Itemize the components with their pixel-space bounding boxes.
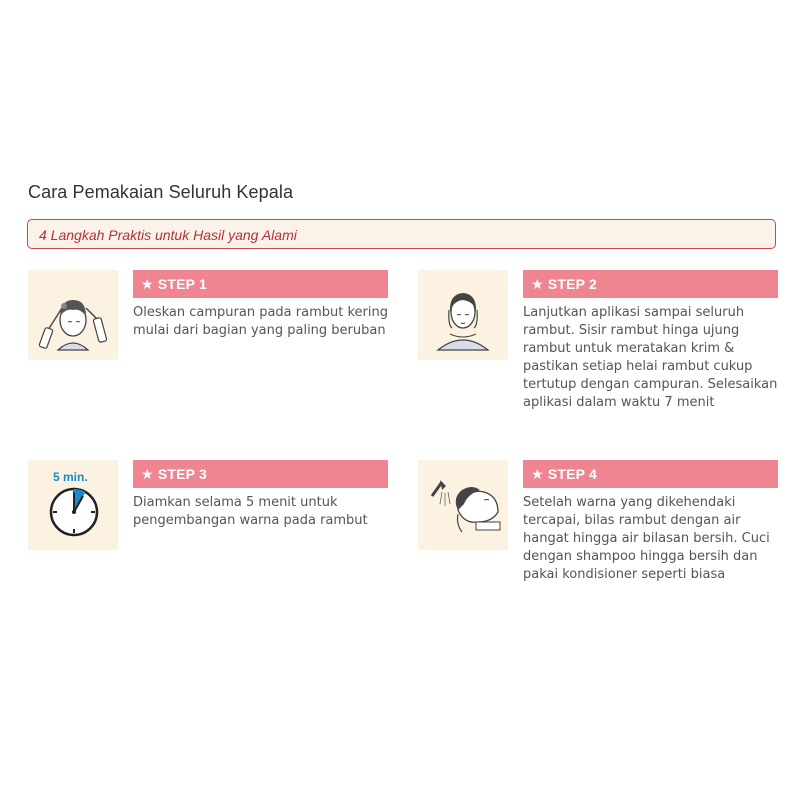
step-label: ★ STEP 3: [141, 466, 208, 482]
step-description: Diamkan selama 5 menit untuk pengembangan warna pada rambut: [133, 495, 368, 528]
step-badge: [133, 460, 388, 488]
hair-rinse-icon: [418, 460, 508, 550]
step-badge: [523, 270, 778, 298]
step-badge: [523, 460, 778, 488]
timer-icon: [28, 460, 118, 550]
step-label: ★ STEP 1: [141, 276, 208, 292]
hair-apply-icon: [28, 270, 118, 360]
step-description: Setelah warna yang dikehendaki tercapai, bilas rambut dengan air hangat hingga air bilasan bersih. Cuci dengan shampoo hingga bersih dan pakai kondisioner seperti biasa: [523, 495, 770, 582]
step-badge: [133, 270, 388, 298]
step-label: ★ STEP 4: [531, 466, 598, 482]
step-description: Lanjutkan aplikasi sampai seluruh rambut. Sisir rambut hinga ujung rambut untuk meratakan krim & pastikan setiap helai rambut cukup tertutup dengan campuran. Selesaikan aplikasi dalam waktu 7 menit: [523, 305, 778, 410]
step-description: Oleskan campuran pada rambut kering mulai dari bagian yang paling beruban: [133, 305, 388, 338]
subtitle-text: 4 Langkah Praktis untuk Hasil yang Alami: [39, 227, 297, 243]
step-label: ★ STEP 2: [531, 276, 598, 292]
timer-label: 5 min.: [53, 470, 88, 484]
hair-comb-icon: [418, 270, 508, 360]
subtitle-banner: [27, 219, 776, 249]
page-title: Cara Pemakaian Seluruh Kepala: [28, 182, 294, 202]
